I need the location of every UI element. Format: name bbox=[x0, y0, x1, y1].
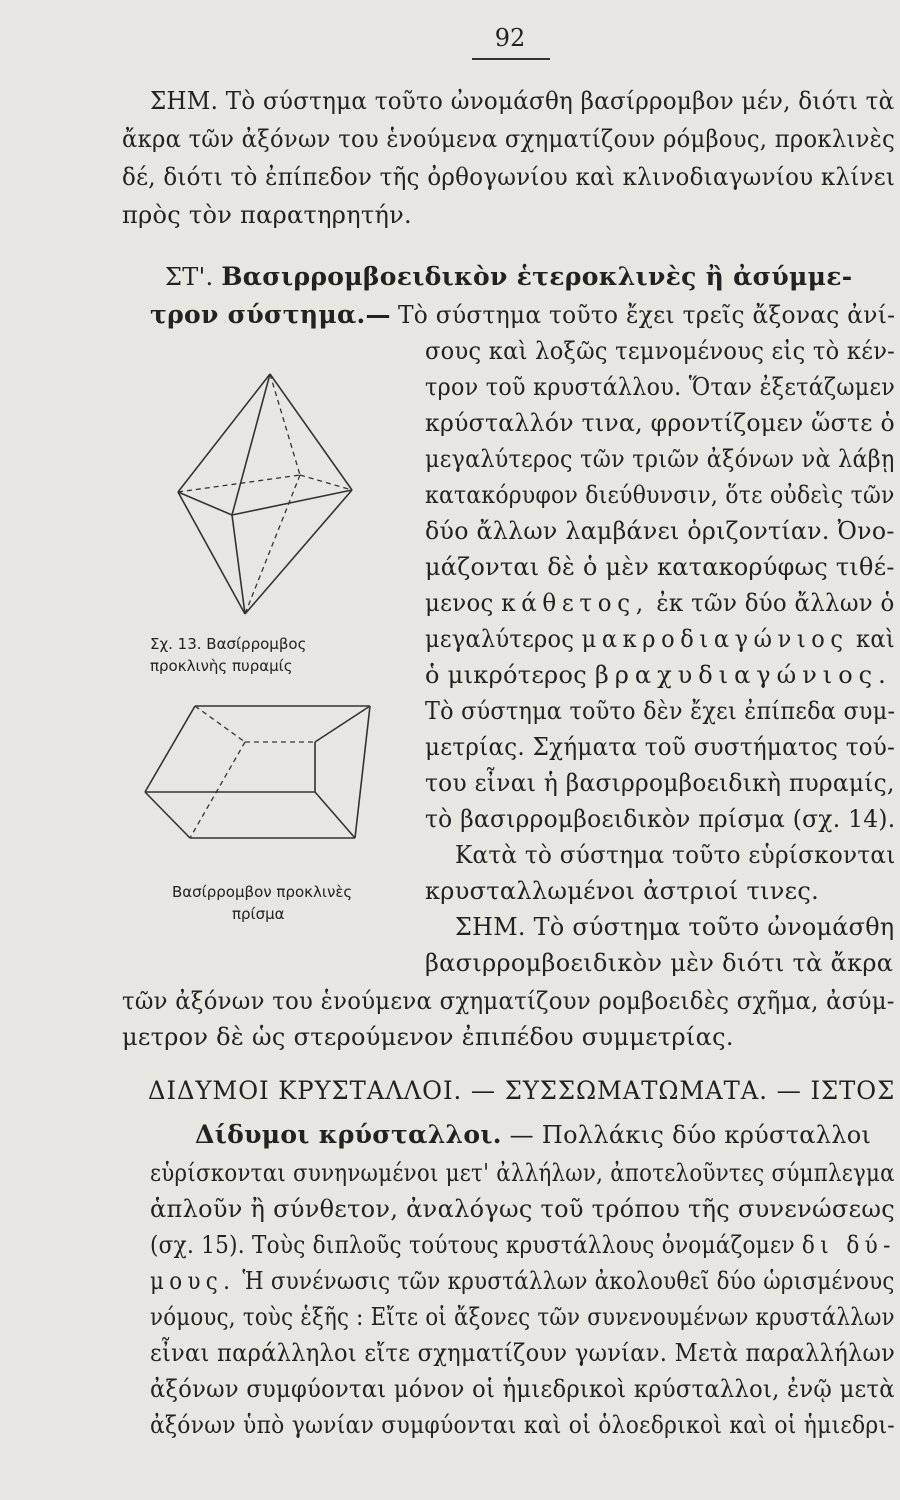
section6-title-part1: Βασιρρομβοειδικὸν ἑτεροκλινὲς ἢ ἀσύμμε- bbox=[221, 262, 853, 291]
s6-line6: κατακόρυφον διεύθυνσιν, ὅτε οὐδεὶς τῶν bbox=[425, 481, 895, 509]
para1-line4: πρὸς τὸν παρατηρητήν. bbox=[122, 201, 412, 229]
s6-line3: τρον τοῦ κρυστάλλου. Ὅταν ἐξετάζωμεν bbox=[425, 373, 896, 401]
figure13-caption-line1: Σχ. 13. Βασίρρομβος bbox=[150, 635, 307, 653]
term-brachydiagonios: βραχυδιαγώνιος. bbox=[594, 661, 892, 689]
s6-line13: μετρίας. Σχήματα τοῦ συστήματος τού- bbox=[425, 733, 896, 761]
section6-heading bbox=[165, 262, 852, 292]
twins-heading: Δίδυμοι κρύσταλλοι. bbox=[195, 1120, 502, 1149]
twins-line4 bbox=[150, 1230, 896, 1260]
s6-line11-pre: ὁ μικρότερος bbox=[425, 661, 587, 689]
twins-line1 bbox=[195, 1120, 871, 1150]
twins-line8: ἀξόνων συμφύονται μόνον οἱ ἡμιεδρικοὶ κρύσταλλοι, ἐνῷ μετὰ bbox=[150, 1375, 895, 1403]
s6-line11 bbox=[425, 660, 892, 690]
s6-line10 bbox=[425, 624, 895, 654]
s6-line9-post: ἐκ τῶν δύο ἄλλων ὁ bbox=[656, 589, 895, 617]
figure13-pyramid bbox=[170, 372, 370, 622]
s6-line5: μεγαλύτερος τῶν τριῶν ἀξόνων νὰ λάβῃ bbox=[425, 445, 895, 473]
term-kathetos: κάθετος, bbox=[501, 589, 649, 617]
figure14-caption-line1: Βασίρρομβον προκλινὲς bbox=[172, 883, 353, 901]
twins-line1-rest: — Πολλάκις δύο κρύσταλλοι bbox=[509, 1121, 872, 1149]
para1-line2: ἄκρα τῶν ἀξόνων του ἑνούμενα σχηματίζουν ρόμβους, προκλινὲς bbox=[122, 125, 896, 153]
twins-line5 bbox=[150, 1266, 895, 1296]
s6-line18: ΣΗΜ. Τὸ σύστημα τοῦτο ὠνομάσθη bbox=[455, 913, 895, 941]
s6-line17: κρυσταλλωμένοι ἀστριοί τινες. bbox=[425, 877, 820, 905]
s6-line21: μετρον δὲ ὡς στερούμενον ἐπιπέδου συμμετρίας. bbox=[122, 1023, 734, 1051]
twins-line7: εἶναι παράλληλοι εἴτε σχηματίζουν γωνίαν. Μετὰ παραλλήλων bbox=[150, 1339, 896, 1367]
s6-line19: βασιρρομβοειδικὸν μὲν διότι τὰ ἄκρα bbox=[425, 949, 894, 977]
section6-title-part2: τρον σύστημα.— bbox=[150, 300, 391, 329]
s6-line1: Τὸ σύστημα τοῦτο ἔχει τρεῖς ἄξονας ἀνί- bbox=[398, 301, 896, 329]
s6-line7: δύο ἄλλων λαμβάνει ὁριζοντίαν. Ὀνο- bbox=[425, 517, 895, 545]
s6-line12: Τὸ σύστημα τοῦτο δὲν ἔχει ἐπίπεδα συμ- bbox=[425, 697, 896, 725]
term-didymous-part1: δι δύ- bbox=[801, 1231, 896, 1259]
s6-line20: τῶν ἀξόνων του ἑνούμενα σχηματίζουν ρομβοειδὲς σχῆμα, ἀσύμ- bbox=[122, 987, 895, 1015]
para1-line3: δέ, διότι τὸ ἐπίπεδον τῆς ὀρθογωνίου καὶ κλινοδιαγωνίου κλίνει bbox=[122, 163, 896, 191]
section6-label: ΣΤ'. bbox=[165, 263, 214, 291]
figure13-caption-line2: προκλινὴς πυραμίς bbox=[150, 657, 293, 675]
s6-line16: Κατὰ τὸ σύστημα τοῦτο εὑρίσκονται bbox=[455, 841, 896, 869]
s6-line14: του εἶναι ἡ βασιρρομβοειδικὴ πυραμίς, bbox=[425, 769, 895, 797]
figure14-caption-line2: πρίσμα bbox=[232, 905, 285, 923]
figure14-prism bbox=[135, 702, 385, 852]
s6-line9-pre: μενος bbox=[425, 589, 494, 617]
section-title: ΔΙΔΥΜΟΙ ΚΡΥΣΤΑΛΛΟΙ. — ΣΥΣΣΩΜΑΤΩΜΑΤΑ. — ΙΣΤΟΣ bbox=[148, 1076, 896, 1105]
s6-line15: τὸ βασιρρομβοειδικὸν πρίσμα (σχ. 14). bbox=[425, 805, 896, 833]
twins-line5-post: Ἡ συνένωσις τῶν κρυστάλλων ἀκολουθεῖ δύο ὡρισμένους bbox=[242, 1267, 895, 1295]
twins-line6: νόμους, τοὺς ἑξῆς : Εἴτε οἱ ἄξονες τῶν συνενουμένων κρυστάλλων bbox=[150, 1303, 895, 1331]
s6-line10-post: καὶ bbox=[856, 625, 895, 653]
s6-line4: κρύσταλλόν τινα, φροντίζομεν ὥστε ὁ bbox=[425, 409, 895, 437]
twins-line2: εὑρίσκονται συνηνωμένοι μετ' ἀλλήλων, ἀποτελοῦντες σύμπλεγμα bbox=[150, 1159, 895, 1187]
twins-line4-pre: (σχ. 15). Τοὺς διπλοῦς τούτους κρυστάλλους ὀνομάζομεν bbox=[150, 1231, 795, 1259]
page-number-rule bbox=[472, 58, 550, 60]
s6-line2: σους καὶ λοξῶς τεμνομένους εἰς τὸ κέν- bbox=[425, 337, 896, 365]
s6-line9 bbox=[425, 588, 895, 618]
twins-line9: ἀξόνων ὑπὸ γωνίαν συμφύονται καὶ οἱ ὁλοεδρικοὶ καὶ οἱ ἡμιεδρι- bbox=[150, 1411, 895, 1439]
s6-line10-pre: μεγαλύτερος bbox=[425, 625, 575, 653]
s6-line8: μάζονται δὲ ὁ μὲν κατακορύφως τιθέ- bbox=[425, 553, 895, 581]
term-makrodiagonios: μακροδιαγώνιος bbox=[581, 625, 849, 653]
para1-line1: ΣΗΜ. Τὸ σύστημα τοῦτο ὠνομάσθη βασίρρομβον μέν, διότι τὰ bbox=[150, 87, 895, 115]
page-number: 92 bbox=[494, 24, 526, 52]
twins-line3: ἁπλοῦν ἢ σύνθετον, ἀναλόγως τοῦ τρόπου τῆς συνενώσεως bbox=[150, 1195, 895, 1223]
term-didymous-part2: μους. bbox=[150, 1267, 236, 1295]
